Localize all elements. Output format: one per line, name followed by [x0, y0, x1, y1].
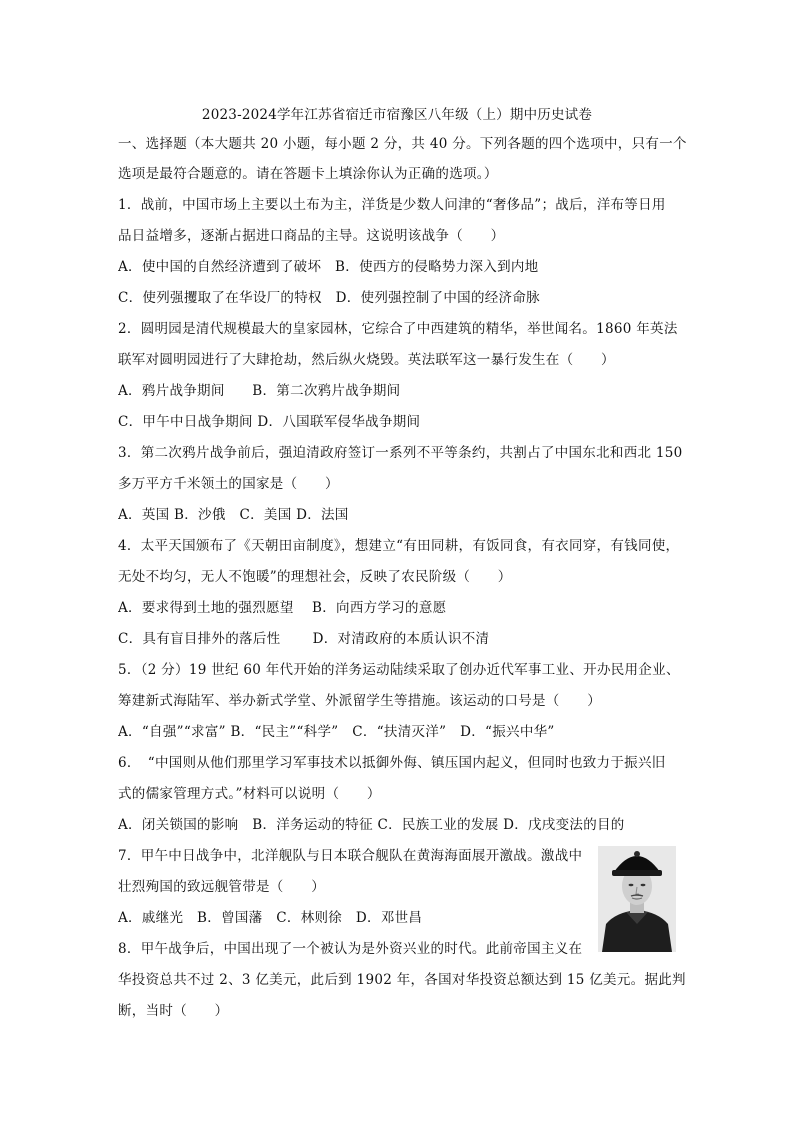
question-2-options-ab: A．鸦片战争期间 B．第二次鸦片战争期间 — [118, 383, 401, 399]
question-2-stem-cont: 联军对圆明园进行了大肆抢劫，然后纵火烧毁。英法联军这一暴行发生在（ ） — [118, 352, 615, 368]
question-1-stem-cont: 品日益增多，逐渐占据进口商品的主导。这说明该战争（ ） — [118, 228, 505, 244]
question-4-options-cd: C．具有盲目排外的落后性 D．对清政府的本质认识不清 — [118, 631, 490, 647]
deng-shichang-portrait — [598, 846, 676, 952]
question-7-stem-cont: 壮烈殉国的致远舰管带是（ ） — [118, 879, 325, 895]
question-6-stem-cont: 式的儒家管理方式。”材料可以说明（ ） — [118, 786, 381, 802]
question-4-stem: 4．太平天国颁布了《天朝田亩制度》，想建立“有田同耕，有饭同食，有衣同穿，有钱同使， — [118, 538, 680, 554]
question-3-stem: 3．第二次鸦片战争前后，强迫清政府签订一系列不平等条约，共割占了中国东北和西北 150 — [118, 445, 683, 461]
question-3-stem-cont: 多万平方千米领土的国家是（ ） — [118, 476, 339, 492]
question-1-stem: 1．战前，中国市场上主要以土布为主，洋货是少数人问津的“奢侈品”；战后，洋布等日用 — [118, 197, 666, 213]
question-7-stem: 7．甲午中日战争中，北洋舰队与日本联合舰队在黄海海面展开激战。激战中 — [118, 848, 583, 864]
question-6-stem: 6． “中国则从他们那里学习军事技术以抵御外侮、镇压国内起义，但同时也致力于振兴旧 — [118, 755, 666, 771]
question-8-stem-cont: 华投资总共不过 2、3 亿美元，此后到 1902 年，各国对华投资总额达到 15 亿美元。据此判 — [118, 972, 686, 988]
question-8-stem-end: 断，当时（ ） — [118, 1003, 229, 1019]
question-3-options: A．英国 B．沙俄 C．美国 D．法国 — [118, 507, 349, 523]
question-4-stem-cont: 无处不均匀，无人不饱暖”的理想社会，反映了农民阶级（ ） — [118, 569, 512, 585]
question-5-options: A．“自强”“求富” B．“民主”“科学” C．“扶清灭洋” D．“振兴中华” — [118, 724, 555, 740]
question-4-options-ab: A．要求得到土地的强烈愿望 B．向西方学习的意愿 — [118, 600, 447, 616]
question-5-stem-cont: 筹建新式海陆军、举办新式学堂、外派留学生等措施。该运动的口号是（ ） — [118, 693, 601, 709]
section-heading: 一、选择题（本大题共 20 小题，每小题 2 分，共 40 分。下列各题的四个选项中，只有一个 — [118, 136, 687, 152]
question-6-options: A．闭关锁国的影响 B．洋务运动的特征 C．民族工业的发展 D．戊戌变法的目的 — [118, 817, 625, 833]
question-1-options-cd: C．使列强攫取了在华设厂的特权 D．使列强控制了中国的经济命脉 — [118, 290, 540, 306]
exam-title: 2023-2024学年江苏省宿迁市宿豫区八年级（上）期中历史试卷 — [201, 107, 593, 123]
question-5-stem: 5．（2 分）19 世纪 60 年代开始的洋务运动陆续采取了创办近代军事工业、开办民用企业、 — [118, 662, 680, 678]
question-8-stem: 8．甲午战争后，中国出现了一个被认为是外资兴业的时代。此前帝国主义在 — [118, 941, 583, 957]
question-2-stem: 2．圆明园是清代规模最大的皇家园林，它综合了中西建筑的精华，举世闻名。1860 年英法 — [118, 321, 678, 337]
question-1-options-ab: A．使中国的自然经济遭到了破坏 B．使西方的侵略势力深入到内地 — [118, 259, 539, 275]
section-heading-cont: 选项是最符合题意的。请在答题卡上填涂你认为正确的选项。） — [118, 166, 498, 182]
question-7-options: A．戚继光 B．曾国藩 C．林则徐 D．邓世昌 — [118, 910, 423, 926]
question-2-options-cd: C．甲午中日战争期间 D．八国联军侵华战争期间 — [118, 414, 421, 430]
